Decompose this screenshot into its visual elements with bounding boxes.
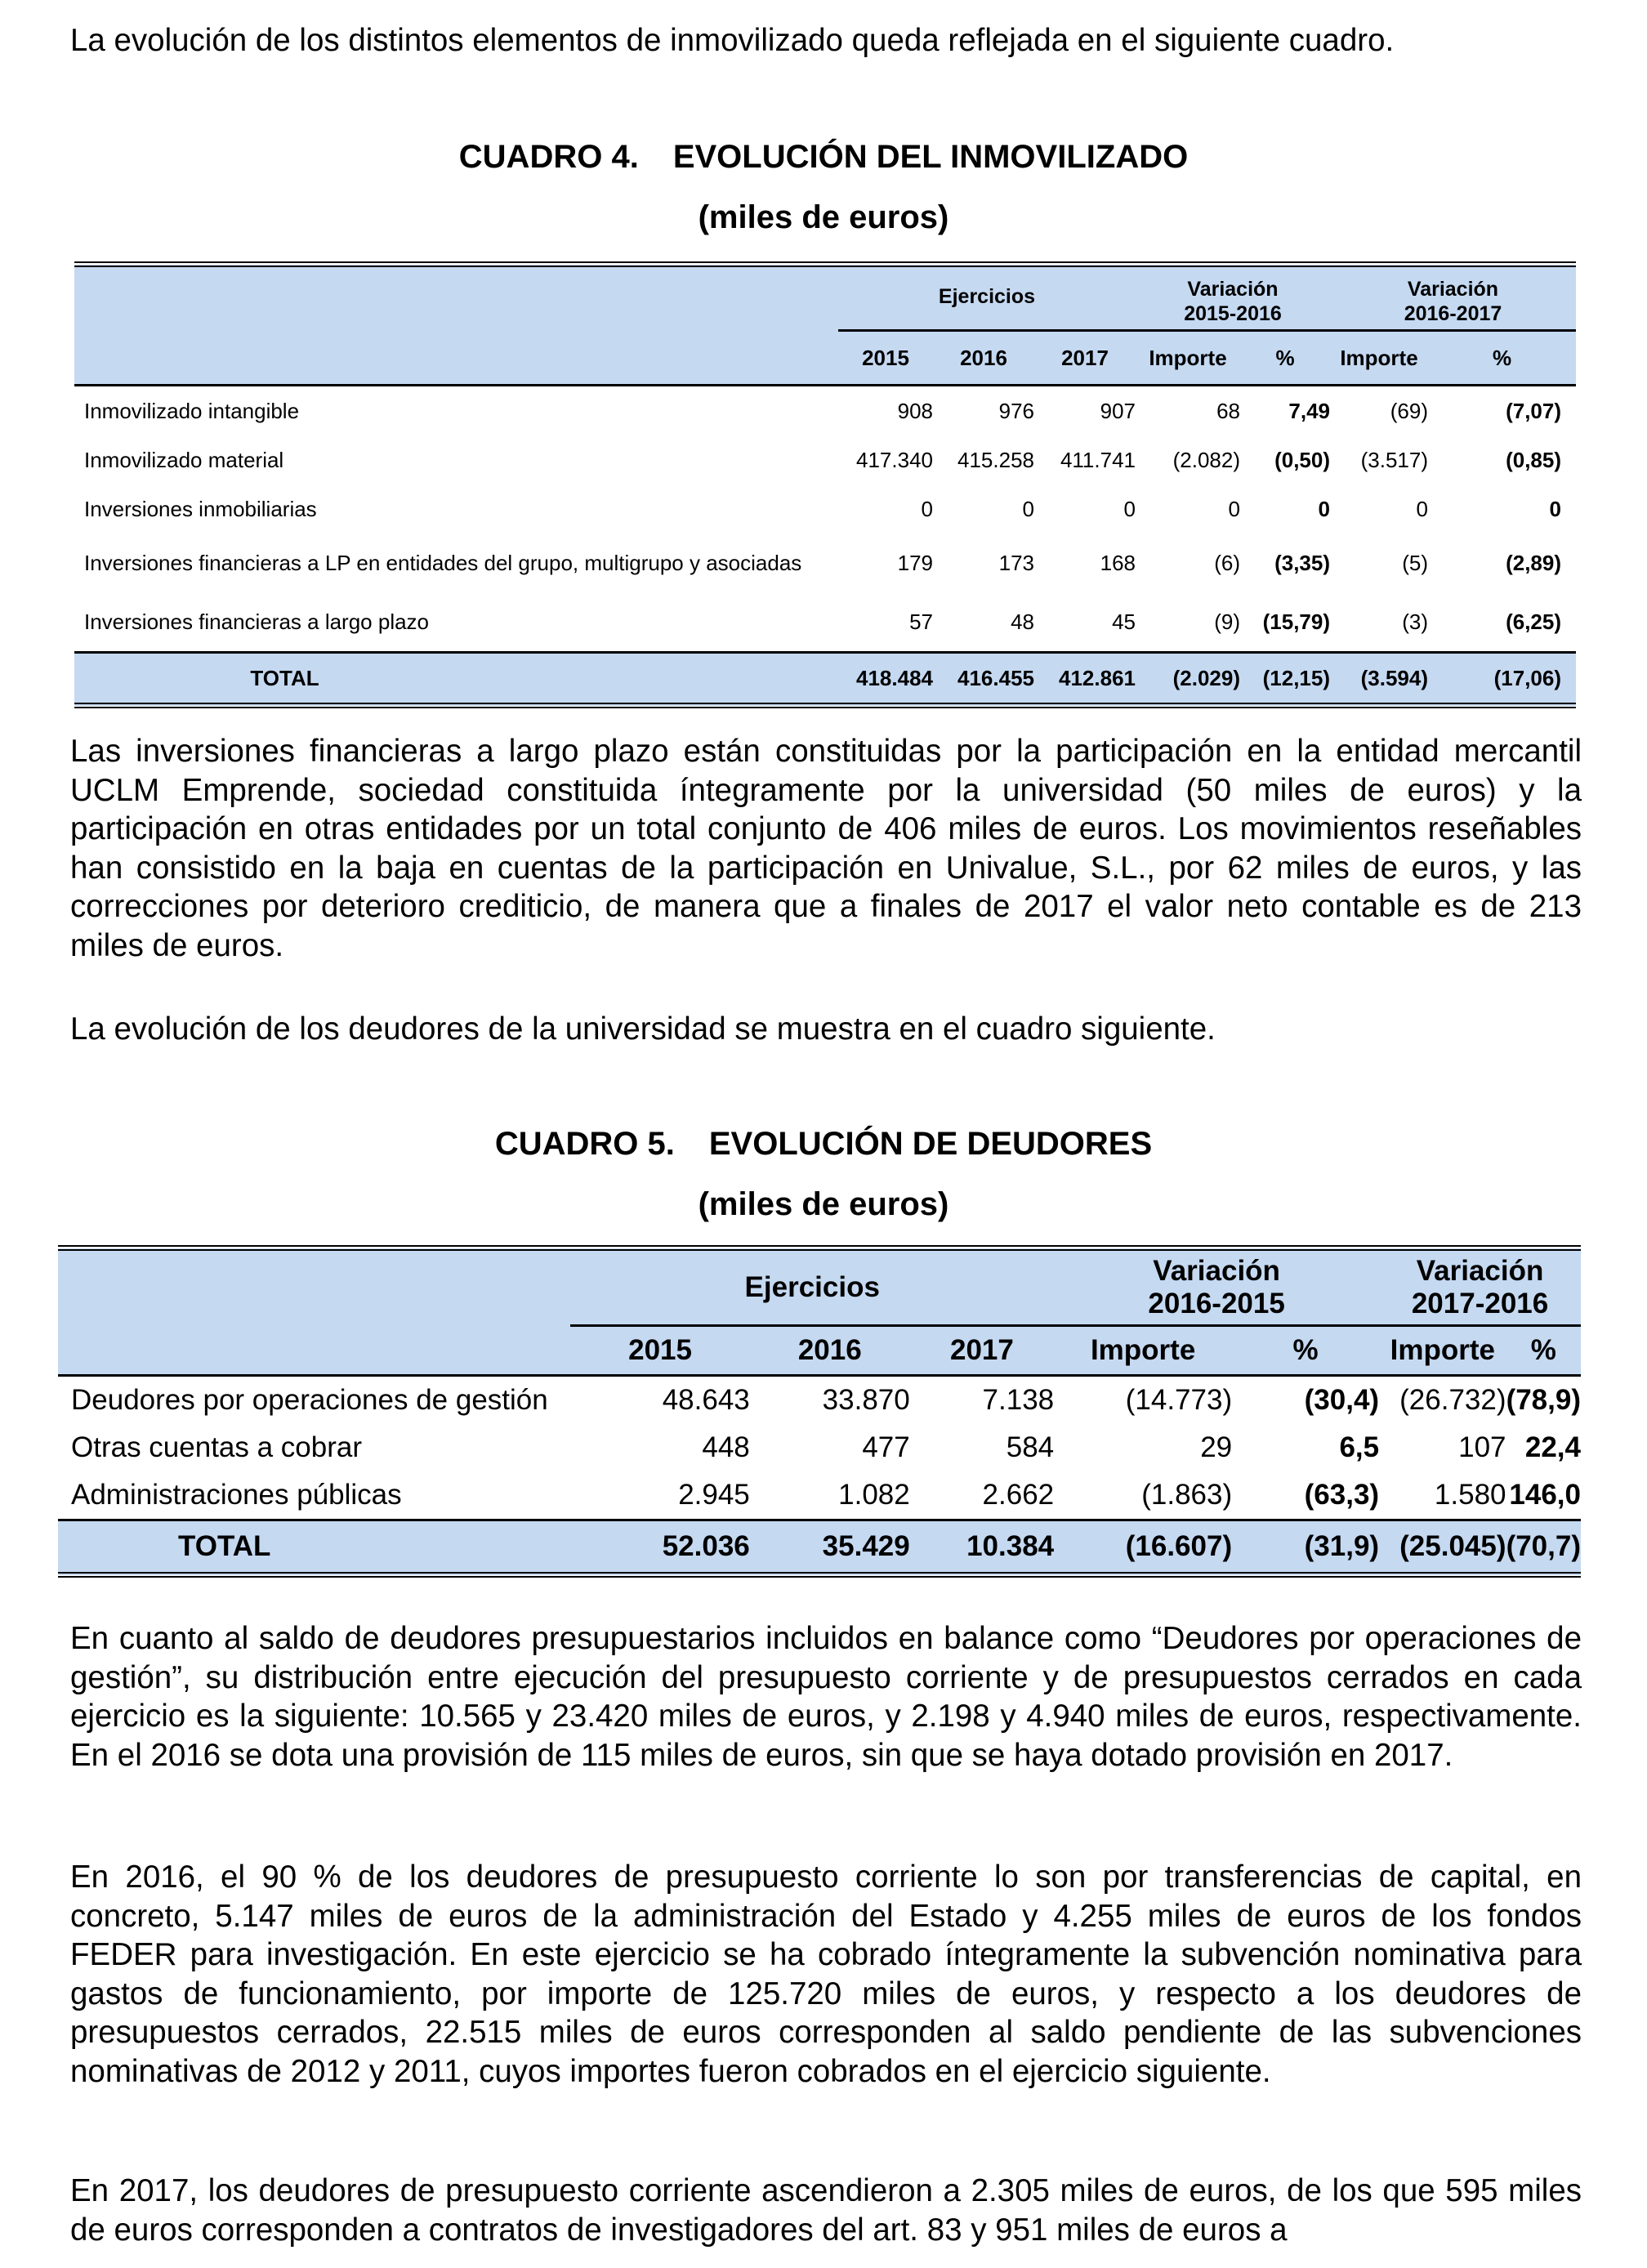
total-label: TOTAL: [250, 665, 319, 690]
cell: 2.662: [982, 1479, 1055, 1511]
cuadro4-col-importe2: Importe: [1340, 345, 1418, 370]
row-label: Inversiones inmobiliarias: [84, 496, 317, 521]
cell: 976: [998, 398, 1034, 423]
cell: 146,0: [1509, 1479, 1581, 1511]
cell: (3,35): [1274, 550, 1330, 575]
row-label: Otras cuentas a cobrar: [71, 1431, 362, 1463]
cell: (7,07): [1506, 398, 1561, 423]
cell: 0: [1416, 496, 1428, 521]
paragraph-2016: En 2016, el 90 % de los deudores de presupuesto corriente lo son por transferencias de capital, en concreto, 5.147 miles de euros de la administración del Estado y 4.255 miles de euros de los fondos FEDER para investigación. En este ejercicio se ha cobrado íntegramente la subvención nominativa para gastos de funcionamiento, por importe de 125.720 miles de euros, y respecto a los deudores de presupuestos cerrados, 22.515 miles de euros corresponden al saldo pendiente de las subvenciones nominativas de 2012 y 2011, cuyos importes fueron cobrados en el ejercicio siguiente.: [70, 1859, 1582, 2089]
cell: 33.870: [822, 1384, 910, 1416]
cell: (6): [1214, 550, 1240, 575]
cell: (2,89): [1506, 550, 1561, 575]
cell: 48: [1011, 609, 1034, 634]
cell: 52.036: [662, 1530, 750, 1562]
cuadro5-col-2016: 2016: [797, 1334, 862, 1366]
cell: 0: [1022, 496, 1034, 521]
cuadro4-header-var2: Variación 2016-2017: [1330, 265, 1576, 331]
cell: (14.773): [1125, 1384, 1233, 1416]
cell: 7.138: [982, 1384, 1055, 1416]
cell: 584: [1006, 1431, 1055, 1463]
paragraph-deudores-gestion: En cuanto al saldo de deudores presupuestarios incluidos en balance como “Deudores por operaciones de gestión”, su distribución entre ejecución del presupuesto corriente y de presupuestos cerrados en cada ejercicio es la siguiente: 10.565 y 23.420 miles de euros, y 2.198 y 4.940 miles de euros, respectivamente. En el 2016 se dota una provisión de 115 miles de euros, sin que se haya dotado provisión en 2017.: [70, 1621, 1582, 1773]
cell: (70,7): [1506, 1530, 1581, 1562]
cell: (0,85): [1506, 447, 1561, 472]
cell: 29: [1200, 1431, 1233, 1463]
cell: (1.863): [1141, 1479, 1233, 1511]
paragraph-2017: En 2017, los deudores de presupuesto corriente ascendieron a 2.305 miles de euros, de los que 595 miles de euros corresponden a contratos de investigadores del art. 83 y 951 miles de euros a: [70, 2173, 1582, 2248]
cuadro4-number: CUADRO 4.: [458, 139, 639, 175]
cell: (25.045): [1399, 1530, 1506, 1562]
cuadro4-col-pct2: %: [1492, 345, 1512, 370]
cell: 417.340: [856, 447, 933, 472]
cell: 0: [921, 496, 933, 521]
cell: 173: [998, 550, 1034, 575]
cell: (17,06): [1493, 665, 1561, 690]
cuadro4-title: [0, 139, 1647, 176]
cuadro4-col-2016: 2016: [960, 345, 1007, 370]
cell: 907: [1100, 398, 1136, 423]
cell: (26.732): [1399, 1384, 1506, 1416]
intro-paragraph: La evolución de los distintos elementos de inmovilizado queda reflejada en el siguiente cuadro.: [70, 23, 1395, 58]
cell: 0: [1228, 496, 1240, 521]
cuadro4-col-blank: [74, 331, 838, 386]
cuadro5-col-2017: 2017: [950, 1334, 1014, 1366]
cell: 68: [1216, 398, 1240, 423]
cuadro5-heading: EVOLUCIÓN DE DEUDORES: [708, 1126, 1153, 1162]
row-label: Inversiones financieras a LP en entidades del grupo, multigrupo y asociadas: [84, 550, 802, 575]
cell: 10.384: [966, 1530, 1055, 1562]
cell: (3.594): [1360, 665, 1428, 690]
cuadro4-header-var1: Variación 2015-2016: [1136, 265, 1330, 331]
cuadro5-title: [0, 1126, 1647, 1163]
table-row: [74, 484, 1576, 534]
cell: (63,3): [1304, 1479, 1380, 1511]
cell: 415.258: [957, 447, 1034, 472]
cell: 57: [909, 609, 933, 634]
cuadro4-table: [74, 261, 1576, 708]
cell: (12,15): [1262, 665, 1330, 690]
cell: 168: [1100, 550, 1136, 575]
cell: 48.643: [662, 1384, 750, 1416]
cuadro4-col-2017: 2017: [1061, 345, 1109, 370]
cuadro5-col-blank: [58, 1326, 570, 1376]
cell: 411.741: [1060, 447, 1136, 472]
cell: (16.607): [1125, 1530, 1233, 1562]
cell: 0: [1318, 496, 1330, 521]
cell: 416.455: [957, 665, 1034, 690]
cuadro5-subtitle: (miles de euros): [698, 1186, 949, 1222]
cuadro4-col-2015: 2015: [862, 345, 909, 370]
cell: (2.029): [1172, 665, 1240, 690]
cuadro4-col-importe1: Importe: [1149, 345, 1227, 370]
table-row: [74, 592, 1576, 653]
cell: 2.945: [678, 1479, 750, 1511]
cell: 22,4: [1524, 1431, 1581, 1463]
table-row: [58, 1471, 1581, 1520]
cuadro5-col-importe2: Importe: [1390, 1334, 1495, 1366]
cell: (3): [1402, 609, 1428, 634]
cuadro4-subtitle: (miles de euros): [698, 199, 949, 235]
cuadro4-col-pct1: %: [1275, 345, 1295, 370]
table-row: [58, 1376, 1581, 1425]
cell: (69): [1390, 398, 1428, 423]
cuadro5-col-2015: 2015: [628, 1334, 692, 1366]
cell: 1.580: [1434, 1479, 1506, 1511]
cuadro5-header-ejercicios: Ejercicios: [570, 1248, 1054, 1326]
cell: (6,25): [1506, 609, 1561, 634]
cell: (78,9): [1506, 1384, 1581, 1416]
total-row: [58, 1520, 1581, 1575]
cell: (15,79): [1262, 609, 1330, 634]
table-row: [58, 1424, 1581, 1471]
cuadro4-heading: EVOLUCIÓN DEL INMOVILIZADO: [672, 139, 1189, 175]
table-row: [74, 534, 1576, 592]
cuadro5-header-var1: Variación 2016-2015: [1054, 1248, 1379, 1326]
row-label: Inmovilizado intangible: [84, 398, 300, 423]
cuadro4-header-blank: [74, 265, 838, 331]
cell: 418.484: [856, 665, 933, 690]
cuadro5-col-importe1: Importe: [1090, 1334, 1196, 1366]
table-row: [74, 386, 1576, 436]
row-label: Inversiones financieras a largo plazo: [84, 609, 430, 634]
cell: 179: [897, 550, 933, 575]
cell: (31,9): [1304, 1530, 1380, 1562]
cell: 1.082: [838, 1479, 910, 1511]
cuadro5-header-blank: [58, 1248, 570, 1326]
cell: 7,49: [1288, 398, 1330, 423]
cell: 412.861: [1059, 665, 1136, 690]
cell: 107: [1458, 1431, 1506, 1463]
cuadro5-header-var2: Variación 2017-2016: [1379, 1248, 1581, 1326]
table-row: [74, 435, 1576, 484]
cell: 477: [862, 1431, 910, 1463]
cell: 0: [1549, 496, 1561, 521]
row-label: Inmovilizado material: [84, 447, 284, 472]
cuadro5-col-pct2: %: [1530, 1334, 1556, 1366]
cell: (2.082): [1172, 447, 1240, 472]
cuadro5-col-pct1: %: [1292, 1334, 1319, 1366]
cuadro4-header-ejercicios: Ejercicios: [838, 265, 1136, 331]
cell: 0: [1123, 496, 1136, 521]
cell: 45: [1112, 609, 1136, 634]
paragraph-deudores-intro: La evolución de los deudores de la universidad se muestra en el cuadro siguiente.: [70, 1011, 1216, 1047]
cell: (3.517): [1360, 447, 1428, 472]
cell: (5): [1402, 550, 1428, 575]
cell: 35.429: [822, 1530, 910, 1562]
cuadro5-number: CUADRO 5.: [494, 1126, 675, 1162]
total-row: [74, 653, 1576, 706]
total-label: TOTAL: [177, 1530, 271, 1562]
cuadro5-table: [58, 1245, 1581, 1578]
cell: 908: [897, 398, 933, 423]
row-label: Deudores por operaciones de gestión: [71, 1384, 548, 1416]
cell: (0,50): [1274, 447, 1330, 472]
cell: 448: [702, 1431, 750, 1463]
cell: (9): [1214, 609, 1240, 634]
cell: (30,4): [1304, 1384, 1380, 1416]
cell: 6,5: [1339, 1431, 1380, 1463]
row-label: Administraciones públicas: [71, 1479, 402, 1511]
paragraph-inversiones: Las inversiones financieras a largo plazo están constituidas por la participación en la entidad mercantil UCLM Emprende, sociedad constituida íntegramente por la universidad (50 miles de euros) y la participación en otras entidades por un total conjunto de 406 miles de euros. Los movimientos reseñables han consistido en la baja en cuentas de la participación en Univalue, S.L., por 62 miles de euros, y las correcciones por deterioro crediticio, de manera que a finales de 2017 el valor neto contable es de 213 miles de euros.: [70, 734, 1582, 963]
